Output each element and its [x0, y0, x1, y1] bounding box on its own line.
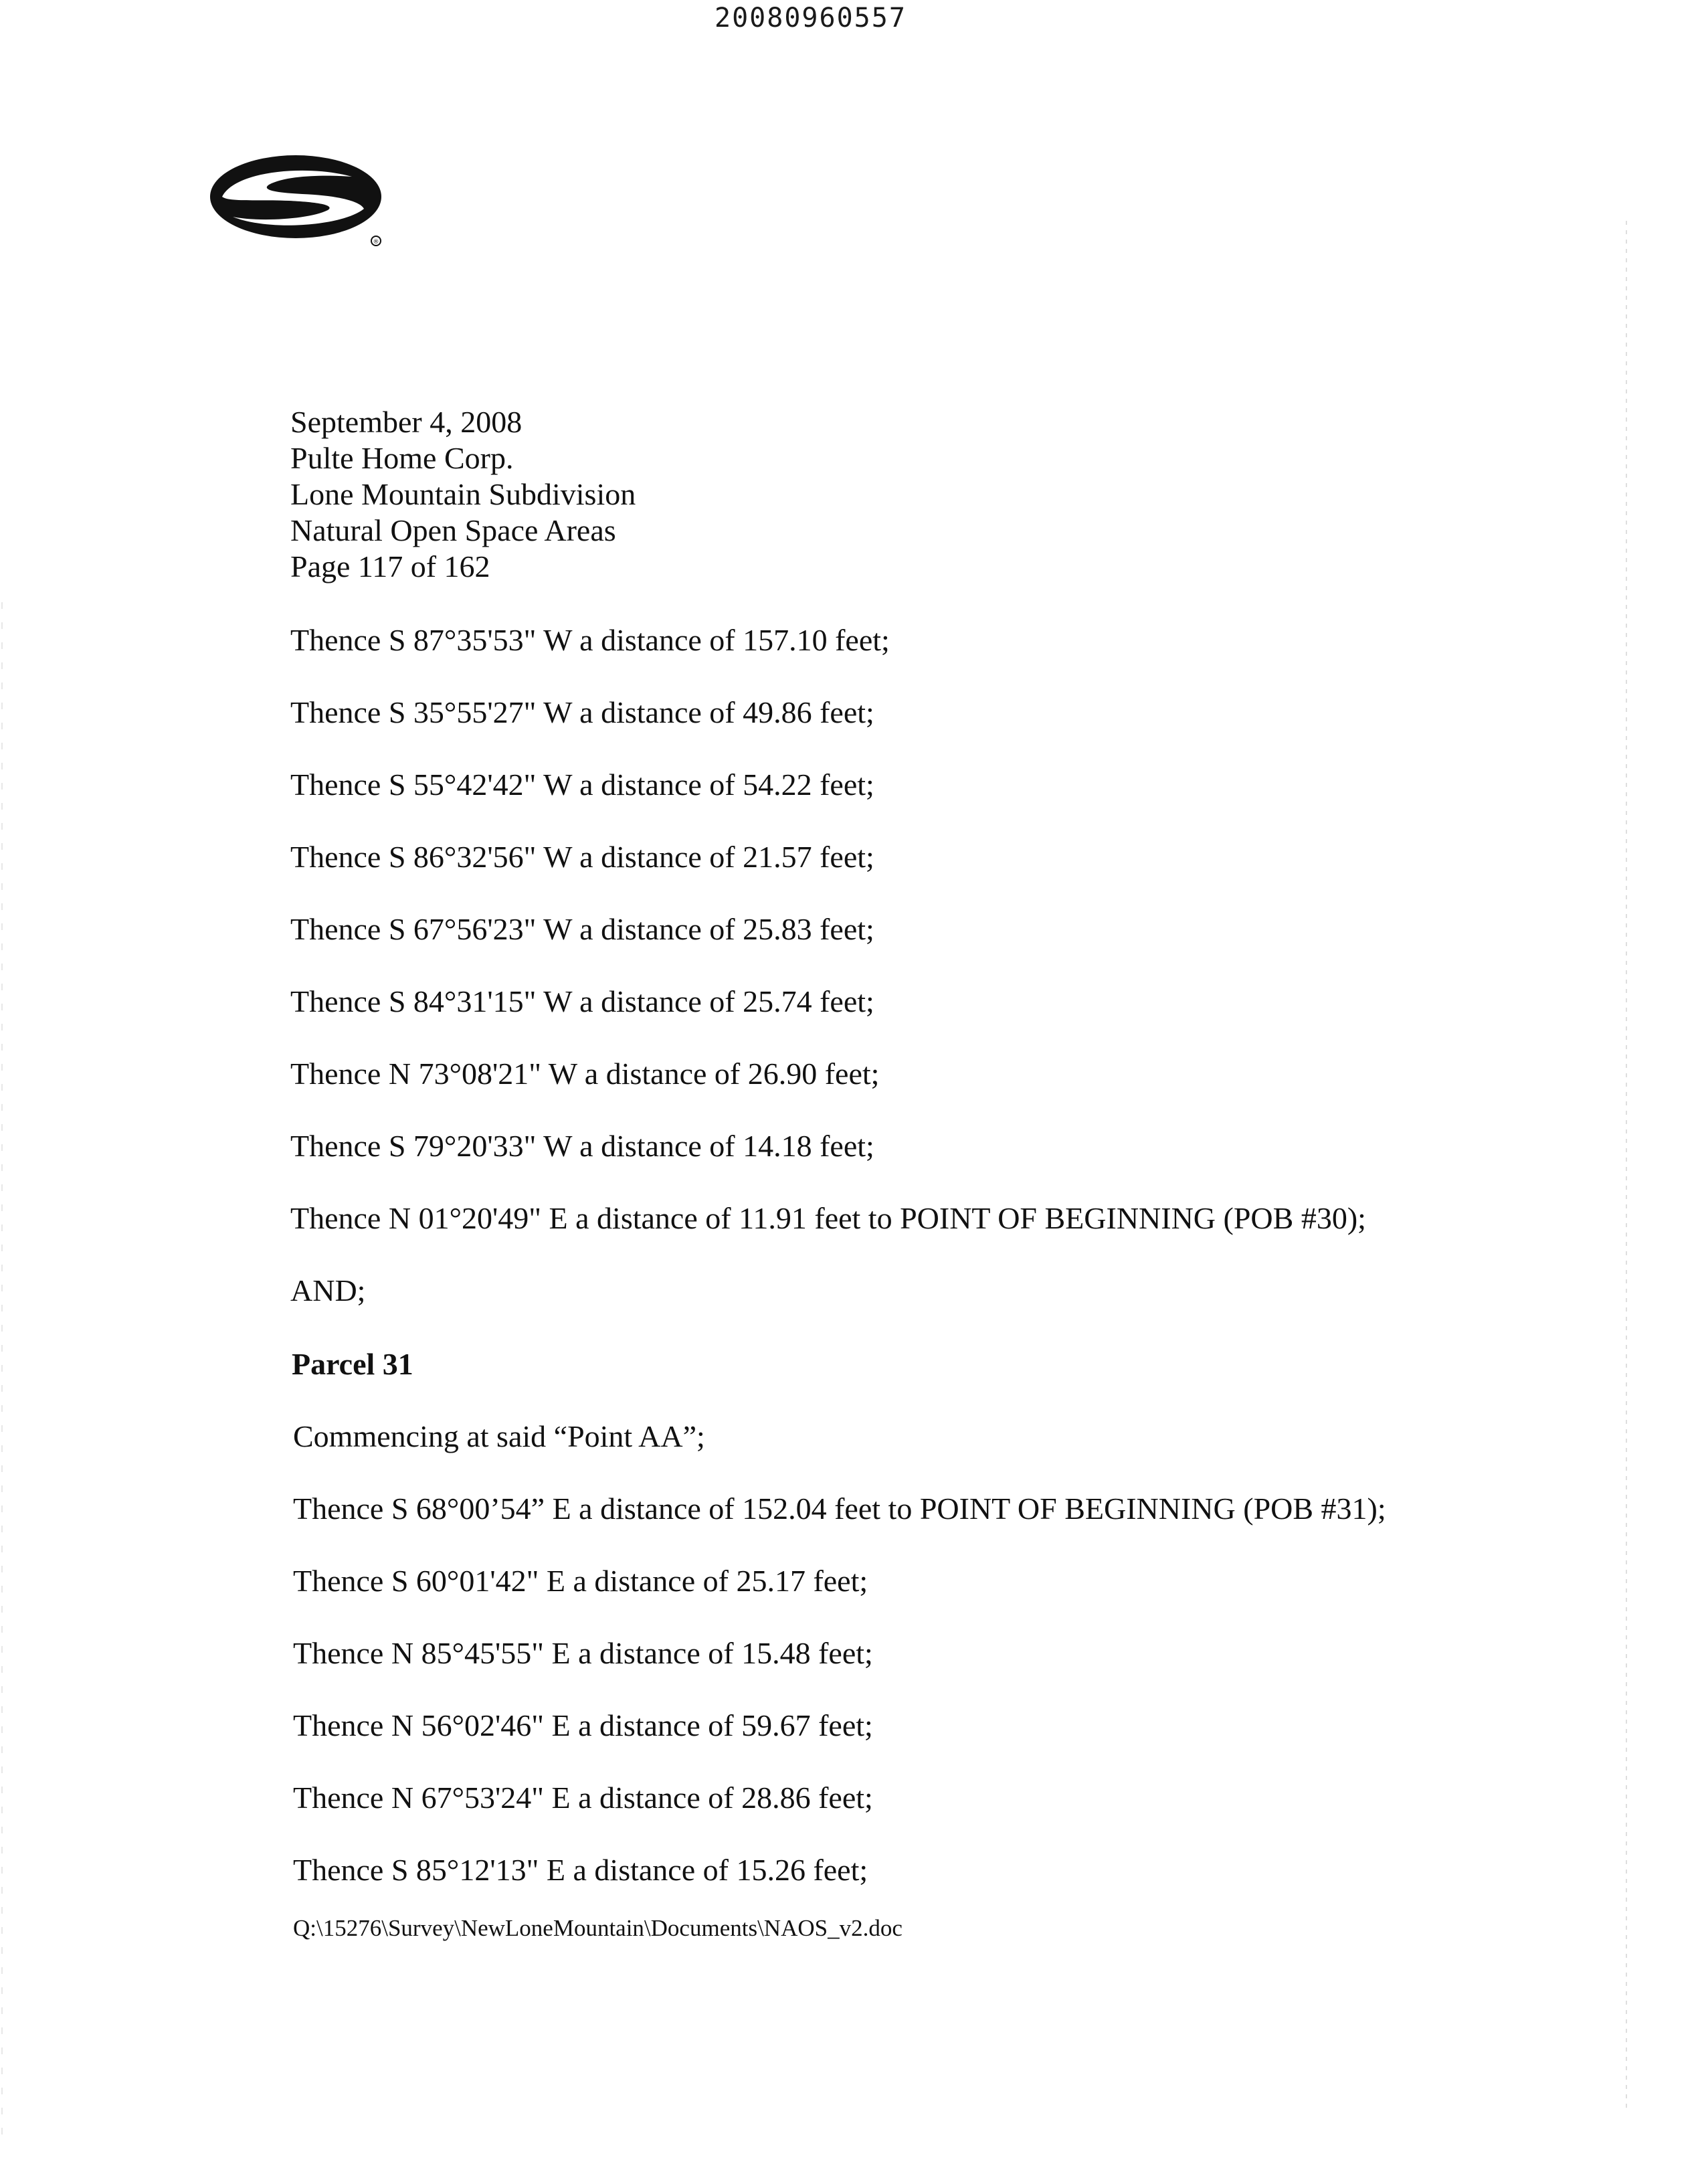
header-company: Pulte Home Corp.	[290, 441, 514, 475]
body-line: Thence S 67°56'23" W a distance of 25.83 feet;	[290, 912, 874, 946]
document-number: 20080960557	[715, 3, 907, 33]
footer-file-path: Q:\15276\Survey\NewLoneMountain\Documents\NAOS_v2.doc	[293, 1915, 903, 1941]
body-line: Thence S 86°32'56" W a distance of 21.57 feet;	[290, 840, 874, 874]
letter-header	[290, 404, 636, 585]
body-line: Thence S 60°01'42" E a distance of 25.17 feet;	[293, 1564, 868, 1598]
body-line: Thence S 84°31'15" W a distance of 25.74 feet;	[290, 984, 874, 1018]
header-page: Page 117 of 162	[290, 549, 490, 583]
header-subject: Natural Open Space Areas	[290, 513, 616, 547]
body-line: Thence N 67°53'24" E a distance of 28.86 feet;	[293, 1781, 873, 1815]
body-line: Thence S 87°35'53" W a distance of 157.10 feet;	[290, 623, 890, 657]
scan-artifact-right	[1626, 221, 1627, 2108]
body-line: Thence N 56°02'46" E a distance of 59.67 feet;	[293, 1708, 873, 1742]
svg-text:®: ®	[373, 239, 379, 246]
header-date: September 4, 2008	[290, 405, 523, 439]
s-logo-icon	[209, 153, 389, 253]
parcel-heading: Parcel 31	[292, 1347, 413, 1381]
body-line: Thence N 01°20'49" E a distance of 11.91 feet to POINT OF BEGINNING (POB #30);	[290, 1201, 1366, 1235]
body-line: AND;	[290, 1273, 366, 1307]
body-line: Thence N 73°08'21" W a distance of 26.90 feet;	[290, 1057, 880, 1091]
body-line: Thence S 35°55'27" W a distance of 49.86 feet;	[290, 695, 874, 729]
header-subdivision: Lone Mountain Subdivision	[290, 477, 636, 511]
body-line: Thence S 55°42'42" W a distance of 54.22 feet;	[290, 767, 874, 802]
scan-artifact-left	[1, 602, 3, 2141]
body-line: Thence S 85°12'13" E a distance of 15.26 feet;	[293, 1853, 868, 1887]
body-line: Thence S 79°20'33" W a distance of 14.18 feet;	[290, 1129, 874, 1163]
body-line: Thence N 85°45'55" E a distance of 15.48 feet;	[293, 1636, 873, 1670]
body-line: Thence S 68°00’54” E a distance of 152.04 feet to POINT OF BEGINNING (POB #31);	[293, 1491, 1386, 1526]
body-line: Commencing at said “Point AA”;	[293, 1419, 705, 1453]
